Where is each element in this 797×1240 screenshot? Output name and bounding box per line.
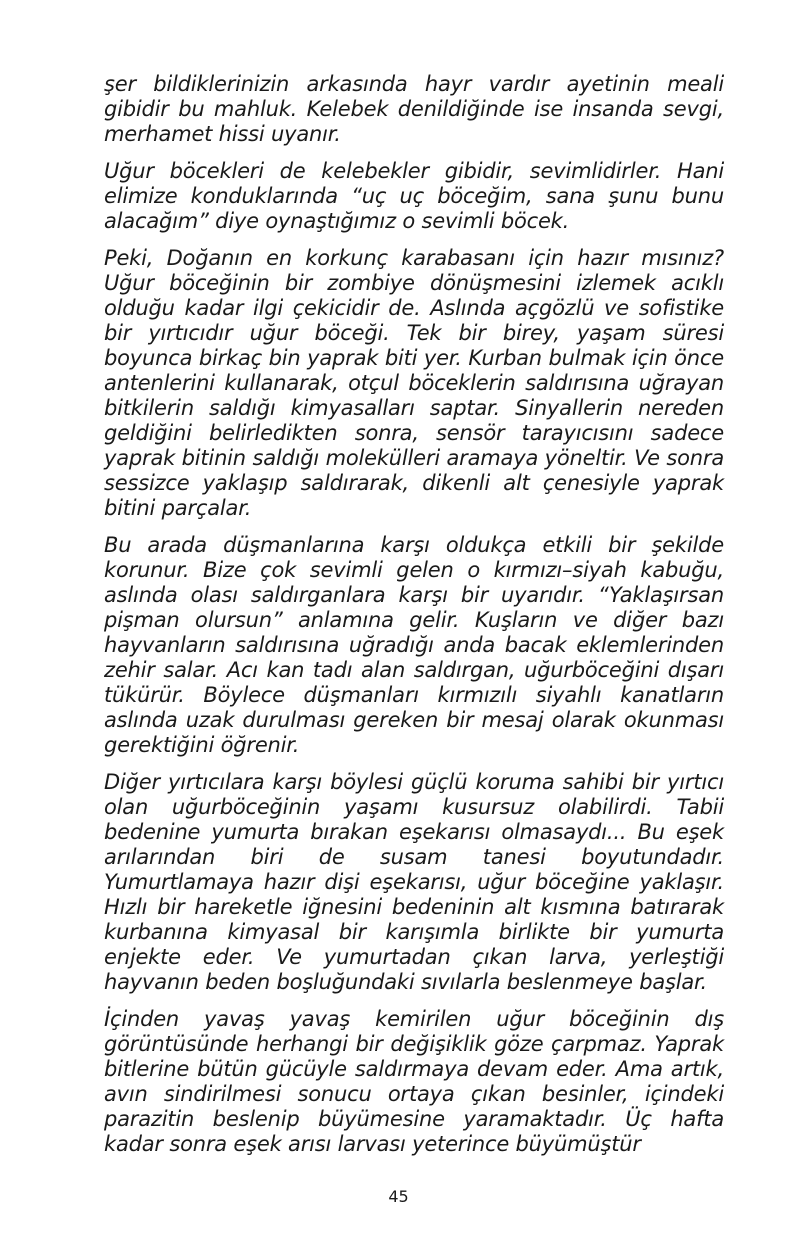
page-number: 45 xyxy=(388,1187,409,1206)
paragraph: Bu arada düşmanlarına karşı oldukça etkili bir şekilde korunur. Bize çok sevimli gelen o kırmızı–siyah kabuğu, aslında olası saldırganlara karşı bir uyarıdır. “Yaklaşırsan pişman olursun” anlamına gelir. Kuşların ve diğer bazı hayvanların saldırısına uğradığı anda bacak eklemlerinden zehir salar. Acı kan tadı alan saldırgan, uğurböceğini dışarı tükürür. Böylece düşmanları kırmızılı siyahlı kanatların aslında uzak durulması gereken bir mesaj olarak okunması gerektiğini öğrenir. xyxy=(104,533,724,757)
body-text xyxy=(104,72,724,1169)
paragraph: Peki, Doğanın en korkunç karabasanı için hazır mısınız? Uğur böceğinin bir zombiye dönüşmesini izlemek acıklı olduğu kadar ilgi çekicidir de. Aslında açgözlü ve sofistike bir yırtıcıdır uğur böceği. Tek bir birey, yaşam süresi boyunca birkaç bin yaprak biti yer. Kurban bulmak için önce antenlerini kullanarak, otçul böceklerin saldırısına uğrayan bitkilerin saldığı kimyasalları saptar. Sinyallerin nereden geldiğini belirledikten sonra, sensör tarayıcısını sadece yaprak bitinin saldığı molekülleri aramaya yöneltir. Ve sonra sessizce yaklaşıp saldırarak, dikenli alt çenesiyle yaprak bitini parçalar. xyxy=(104,246,724,520)
paragraph: İçinden yavaş yavaş kemirilen uğur böceğinin dış görüntüsünde herhangi bir değişiklik göze çarpmaz. Yaprak bitlerine bütün gücüyle saldırmaya devam eder. Ama artık, avın sindirilmesi sonucu ortaya çıkan besinler, içindeki parazitin beslenip büyümesine yaramaktadır. Üç hafta kadar sonra eşek arısı larvası yeterince büyümüştür xyxy=(104,1007,724,1156)
paragraph: Uğur böcekleri de kelebekler gibidir, sevimlidirler. Hani elimize konduklarında “uç uç böceğim, sana şunu bunu alacağım” diye oynaştığımız o sevimli böcek. xyxy=(104,159,724,233)
paragraph: şer bildiklerinizin arkasında hayr vardır ayetinin meali gibidir bu mahluk. Kelebek denildiğinde ise insanda sevgi, merhamet hissi uyanır. xyxy=(104,72,724,146)
paragraph: Diğer yırtıcılara karşı böylesi güçlü koruma sahibi bir yırtıcı olan uğurböceğinin yaşamı kusursuz olabilirdi. Tabii bedenine yumurta bırakan eşekarısı olmasaydı... Bu eşek arılarından biri de susam tanesi boyutundadır. Yumurtlamaya hazır dişi eşekarısı, uğur böceğine yaklaşır. Hızlı bir hareketle iğnesini bedeninin alt kısmına batırarak kurbanına kimyasal bir karışımla birlikte bir yumurta enjekte eder. Ve yumurtadan çıkan larva, yerleştiği hayvanın beden boşluğundaki sıvılarla beslenmeye başlar. xyxy=(104,770,724,994)
